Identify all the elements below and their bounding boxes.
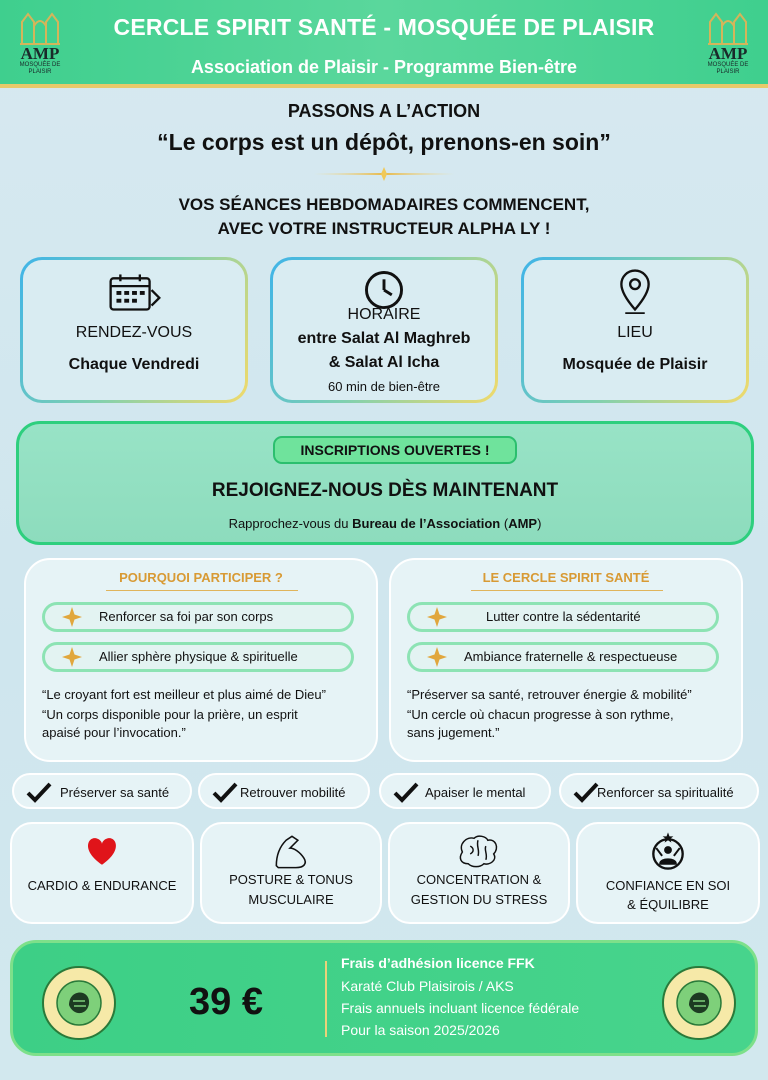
page-subtitle: Association de Plaisir - Programme Bien-être <box>190 57 578 77</box>
quote-line: “Le croyant fort est meilleur et plus aimé de Dieu” <box>42 687 326 702</box>
checkmark-icon <box>393 781 419 803</box>
benefit-card: POSTURE & TONUS MUSCULAIRE <box>200 822 382 924</box>
cercle-panel <box>389 558 743 762</box>
muscle-arm-icon <box>202 832 380 870</box>
quote-line: sans jugement.” <box>407 725 500 740</box>
header-banner <box>0 0 768 88</box>
fee-title: Frais d’adhésion licence FFK <box>341 955 535 971</box>
sparkle-icon <box>426 606 448 628</box>
fee-line: Karaté Club Plaisirois / AKS <box>341 978 514 994</box>
divider <box>106 590 298 591</box>
inscriptions-badge: INSCRIPTIONS OUVERTES ! <box>273 436 517 464</box>
fee-line: Pour la saison 2025/2026 <box>341 1022 500 1038</box>
quote-line: apaisé pour l’invocation.” <box>42 725 186 740</box>
person-star-icon <box>578 832 758 870</box>
reason-item: Ambiance fraternelle & respectueuse <box>407 642 719 672</box>
fee-line: Frais annuels incluant licence fédérale <box>341 1000 580 1016</box>
price: 39 € <box>189 981 263 1023</box>
page-title: CERCLE SPIRIT SANTÉ - MOSQUÉE DE PLAISIR <box>113 14 655 40</box>
reason-item: Renforcer sa foi par son corps <box>42 602 354 632</box>
calendar-icon <box>23 268 245 314</box>
amp-logo: AMP MOSQUÉE DE PLAISIR <box>8 6 72 84</box>
quote-line: “Préserver sa santé, retrouver énergie & mobilité” <box>407 687 692 702</box>
reason-item: Lutter contre la sédentarité <box>407 602 719 632</box>
benefit-card: CONCENTRATION & GESTION DU STRESS <box>388 822 570 924</box>
lieu-card: LIEU Mosquée de Plaisir <box>521 257 749 403</box>
why-panel <box>24 558 378 762</box>
benefit-card: CONFIANCE EN SOI & ÉQUILIBRE <box>576 822 760 924</box>
check-item: Renforcer sa spiritualité <box>559 773 759 809</box>
checkmark-icon <box>573 781 599 803</box>
sparkle-divider-icon <box>314 165 454 183</box>
reason-item: Allier sphère physique & spirituelle <box>42 642 354 672</box>
divider <box>325 961 327 1037</box>
rendezvous-card: RENDEZ-VOUS Chaque Vendredi <box>20 257 248 403</box>
seances-heading: VOS SÉANCES HEBDOMADAIRES COMMENCENT, AVEC VOTRE INSTRUCTEUR ALPHA LY ! <box>178 195 590 238</box>
sparkle-icon <box>61 646 83 668</box>
check-item: Retrouver mobilité <box>198 773 370 809</box>
contact-text: Rapprochez-vous du Bureau de l’Association (AMP) <box>228 516 542 531</box>
quote-heading: “Le corps est un dépôt, prenons-en soin” <box>157 129 611 155</box>
quote-line: “Un corps disponible pour la prière, un esprit <box>42 707 298 722</box>
inscriptions-box <box>16 421 754 545</box>
sparkle-icon <box>61 606 83 628</box>
divider <box>471 590 663 591</box>
brain-icon <box>390 832 568 870</box>
checkmark-icon <box>26 781 52 803</box>
alliance-karate-logo <box>661 965 737 1041</box>
horaire-card: HORAIRE entre Salat Al Maghreb & Salat Al Icha 60 min de bien-être <box>270 257 498 403</box>
action-heading: PASSONS A L’ACTION <box>287 101 481 121</box>
sparkle-icon <box>426 646 448 668</box>
karate-club-logo <box>41 965 117 1041</box>
mosque-icon <box>704 6 752 46</box>
checkmark-icon <box>212 781 238 803</box>
amp-logo: AMP MOSQUÉE DE PLAISIR <box>696 6 760 84</box>
join-headline: REJOIGNEZ-NOUS DÈS MAINTENANT <box>211 480 559 501</box>
location-pin-icon <box>524 268 746 314</box>
fee-footer <box>10 940 758 1056</box>
benefit-card: CARDIO & ENDURANCE <box>10 822 194 924</box>
quote-line: “Un cercle où chacun progresse à son rythme, <box>407 707 674 722</box>
check-item: Préserver sa santé <box>12 773 192 809</box>
panel-title: POURQUOI PARTICIPER ? <box>119 570 283 585</box>
check-item: Apaiser le mental <box>379 773 551 809</box>
panel-title: LE CERCLE SPIRIT SANTÉ <box>482 570 650 585</box>
heart-icon <box>12 832 192 870</box>
